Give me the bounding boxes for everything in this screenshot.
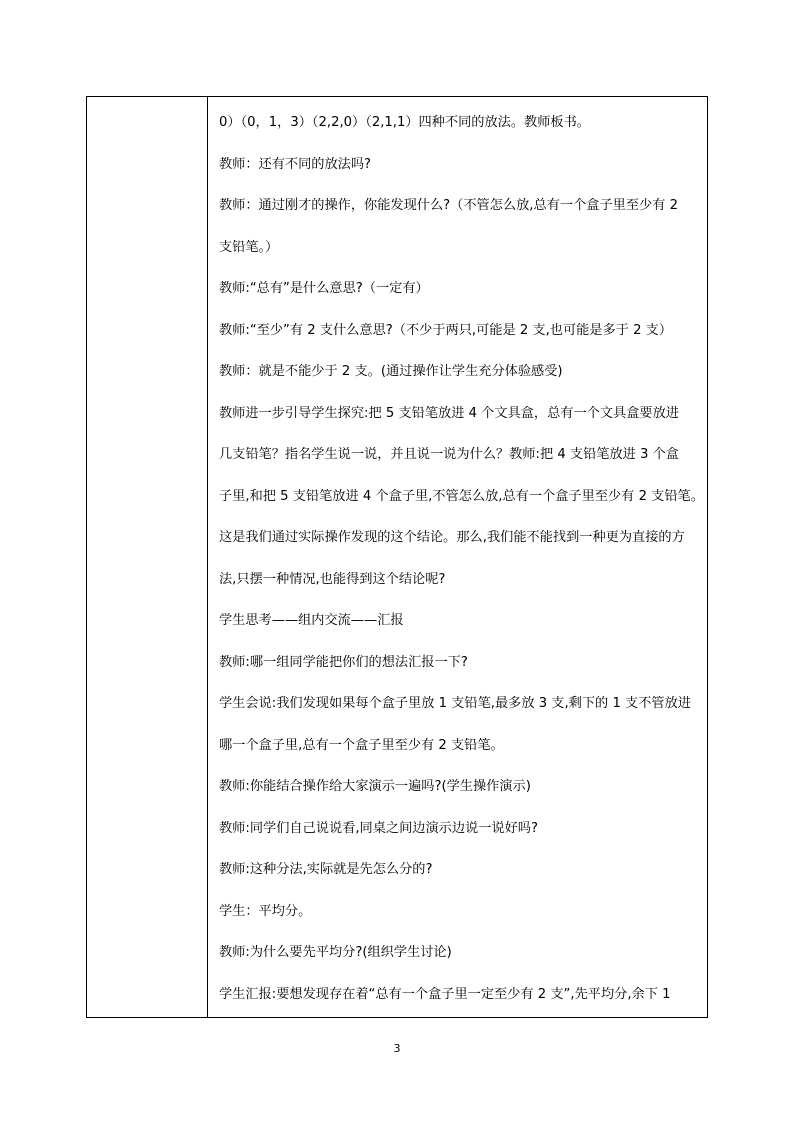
text-line: 学生会说:我们发现如果每个盒子里放 1 支铅笔,最多放 3 支,剩下的 1 支不管放进 — [219, 696, 691, 711]
text-line: 哪一个盒子里,总有一个盒子里至少有 2 支铅笔。 — [219, 737, 504, 753]
text-line: 教师进一步引导学生探究:把 5 支铅笔放进 4 个文具盒，总有一个文具盒要放进 — [219, 405, 679, 421]
text-line: 教师：通过刚才的操作，你能发现什么?（不管怎么放,总有一个盒子里至少有 2 — [219, 198, 678, 213]
text-line: 学生：平均分。 — [219, 903, 312, 919]
text-line: 0）（0，1，3）（2,2,0）（2,1,1）四种不同的放法。教师板书。 — [219, 115, 590, 130]
text-line: 教师:“总有”是什么意思?（一定有） — [219, 281, 429, 296]
text-line: 教师:“至少”有 2 支什么意思?（不少于两只,可能是 2 支,也可能是多于 2 支） — [219, 322, 673, 338]
text-line: 学生汇报:要想发现存在着“总有一个盒子里一定至少有 2 支”,先平均分,余下 1 — [219, 986, 671, 1002]
text-line: 几支铅笔？指名学生说一说，并且说一说为什么？教师:把 4 支铅笔放进 3 个盒 — [219, 447, 679, 462]
text-line: 教师:同学们自己说说看,同桌之间边演示边说一说好吗? — [219, 820, 538, 836]
text-line: 这是我们通过实际操作发现的这个结论。那么,我们能不能找到一种更为直接的方 — [219, 530, 685, 545]
text-line: 支铅笔。） — [219, 239, 279, 255]
page-number: 3 — [393, 1042, 401, 1055]
text-line: 教师:你能结合操作给大家演示一遍吗?(学生操作演示) — [219, 779, 531, 794]
text-line: 教师:这种分法,实际就是先怎么分的? — [219, 862, 433, 877]
lesson-table — [86, 96, 708, 1018]
text-line: 教师：就是不能少于 2 支。(通过操作让学生充分体验感受) — [219, 364, 563, 379]
text-line: 子里,和把 5 支铅笔放进 4 个盒子里,不管怎么放,总有一个盒子里至少有 2 支铅笔。 — [219, 488, 704, 504]
text-line: 学生思考——组内交流——汇报 — [219, 613, 404, 628]
text-line: 教师：还有不同的放法吗? — [219, 156, 372, 172]
table-content-cell — [219, 102, 705, 1015]
text-line: 法,只摆一种情况,也能得到这个结论呢? — [219, 571, 446, 587]
text-line: 教师:为什么要先平均分?(组织学生讨论) — [219, 945, 452, 960]
table-left-column — [87, 97, 208, 1017]
text-line: 教师:哪一组同学能把你们的想法汇报一下? — [219, 654, 468, 670]
